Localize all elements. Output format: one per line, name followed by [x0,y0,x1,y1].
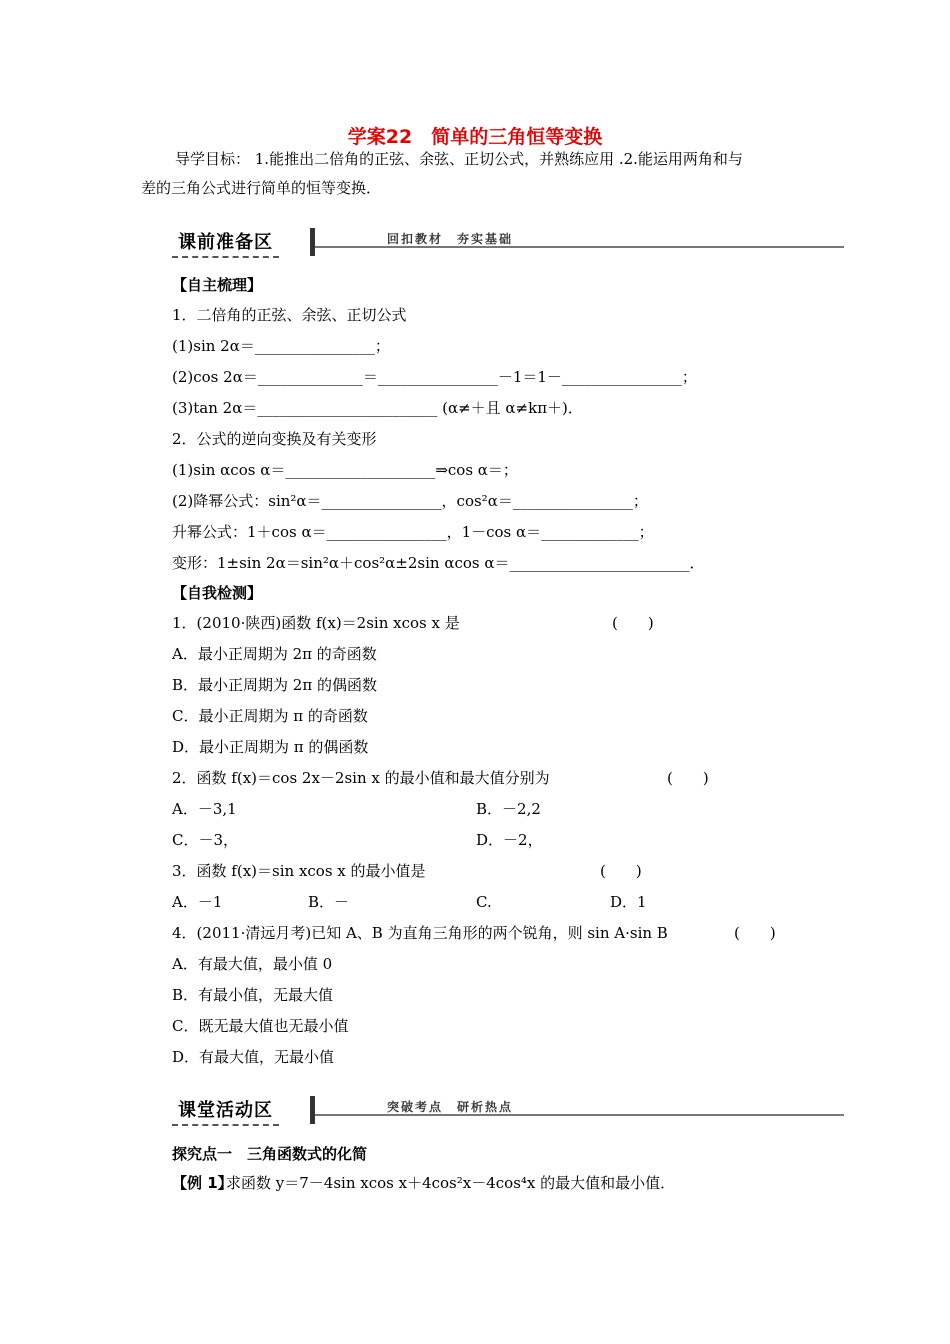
option: A．－3,1 [172,800,237,818]
option: D．1 [610,893,647,911]
answer-paren: ( ) [667,769,709,787]
option: A．－1 [172,893,223,911]
banner-subtitle: 突破考点 研析热点 [387,1100,514,1114]
option: D．－2， [476,831,543,849]
option: B．－2,2 [476,800,541,818]
banner-bar [310,1096,315,1124]
example-label: 【例 1】 [172,1174,233,1192]
option: D．有最大值，无最小值 [172,1048,335,1066]
question-3: 3．函数 f(x)＝sin xcos x 的最小值是 [172,862,426,880]
goal-line-2: 差的三角公式进行简单的恒等变换． [141,179,382,197]
banner-tag: 课堂活动区 [172,1098,279,1126]
banner-subtitle: 回扣教材 夯实基础 [387,232,514,246]
section-banner-prep [172,228,844,260]
page-title: 学案22 简单的三角恒等变换 [347,126,603,148]
goal-line-1: 导学目标： 1.能推出二倍角的正弦、余弦、正切公式，并熟练应用 .2.能运用两角和与 [175,150,743,168]
option: C．－3， [172,831,239,849]
example-text: 求函数 y＝7－4sin xcos x＋4cos²x－4cos⁴x 的最大值和最小值． [226,1174,676,1192]
option: C．最小正周期为 π 的奇函数 [172,707,368,725]
option: B．－ [308,893,350,911]
option: A．最小正周期为 2π 的奇函数 [172,645,377,663]
answer-paren: ( ) [612,614,654,632]
section-banner-class [172,1096,844,1128]
option: B．有最小值，无最大值 [172,986,334,1004]
question-2: 2．函数 f(x)＝cos 2x－2sin x 的最小值和最大值分别为 [172,769,550,787]
question-4: 4．(2011·清远月考)已知 A、B 为直角三角形的两个锐角，则 sin A·sin B [172,924,668,942]
option: D．最小正周期为 π 的偶函数 [172,738,369,756]
option: B．最小正周期为 2π 的偶函数 [172,676,377,694]
review-line: 1．二倍角的正弦、余弦、正切公式 [172,306,407,324]
answer-paren: ( ) [734,924,776,942]
banner-bar [310,228,315,256]
explore-heading: 探究点一 三角函数式的化简 [172,1145,368,1163]
review-line: 2．公式的逆向变换及有关变形 [172,430,377,448]
review-line: (2)cos 2α＝______________＝________________－1＝1－________________； [172,368,697,386]
review-line: (1)sin 2α＝________________； [172,337,390,355]
review-line: (3)tan 2α＝________________________ (α≠＋且 α≠kπ＋)． [172,399,583,417]
review-line: 升幂公式：1＋cos α＝________________，1－cos α＝_____________； [172,523,654,541]
check-header: 【自我检测】 [172,584,263,602]
option: A．有最大值，最小值 0 [172,955,333,973]
review-line: 变形：1±sin 2α＝sin²α＋cos²α±2sin αcos α＝________________________． [172,554,705,572]
review-line: (2)降幂公式：sin²α＝________________，cos²α＝________________； [172,492,648,510]
review-line: (1)sin αcos α＝____________________⇒cos α＝； [172,461,518,479]
banner-tag: 课前准备区 [172,230,279,258]
answer-paren: ( ) [600,862,642,880]
review-header: 【自主梳理】 [172,276,263,294]
option: C．既无最大值也无最小值 [172,1017,349,1035]
option: C. [476,893,492,911]
question-1: 1．(2010·陕西)函数 f(x)＝2sin xcos x 是 [172,614,460,632]
